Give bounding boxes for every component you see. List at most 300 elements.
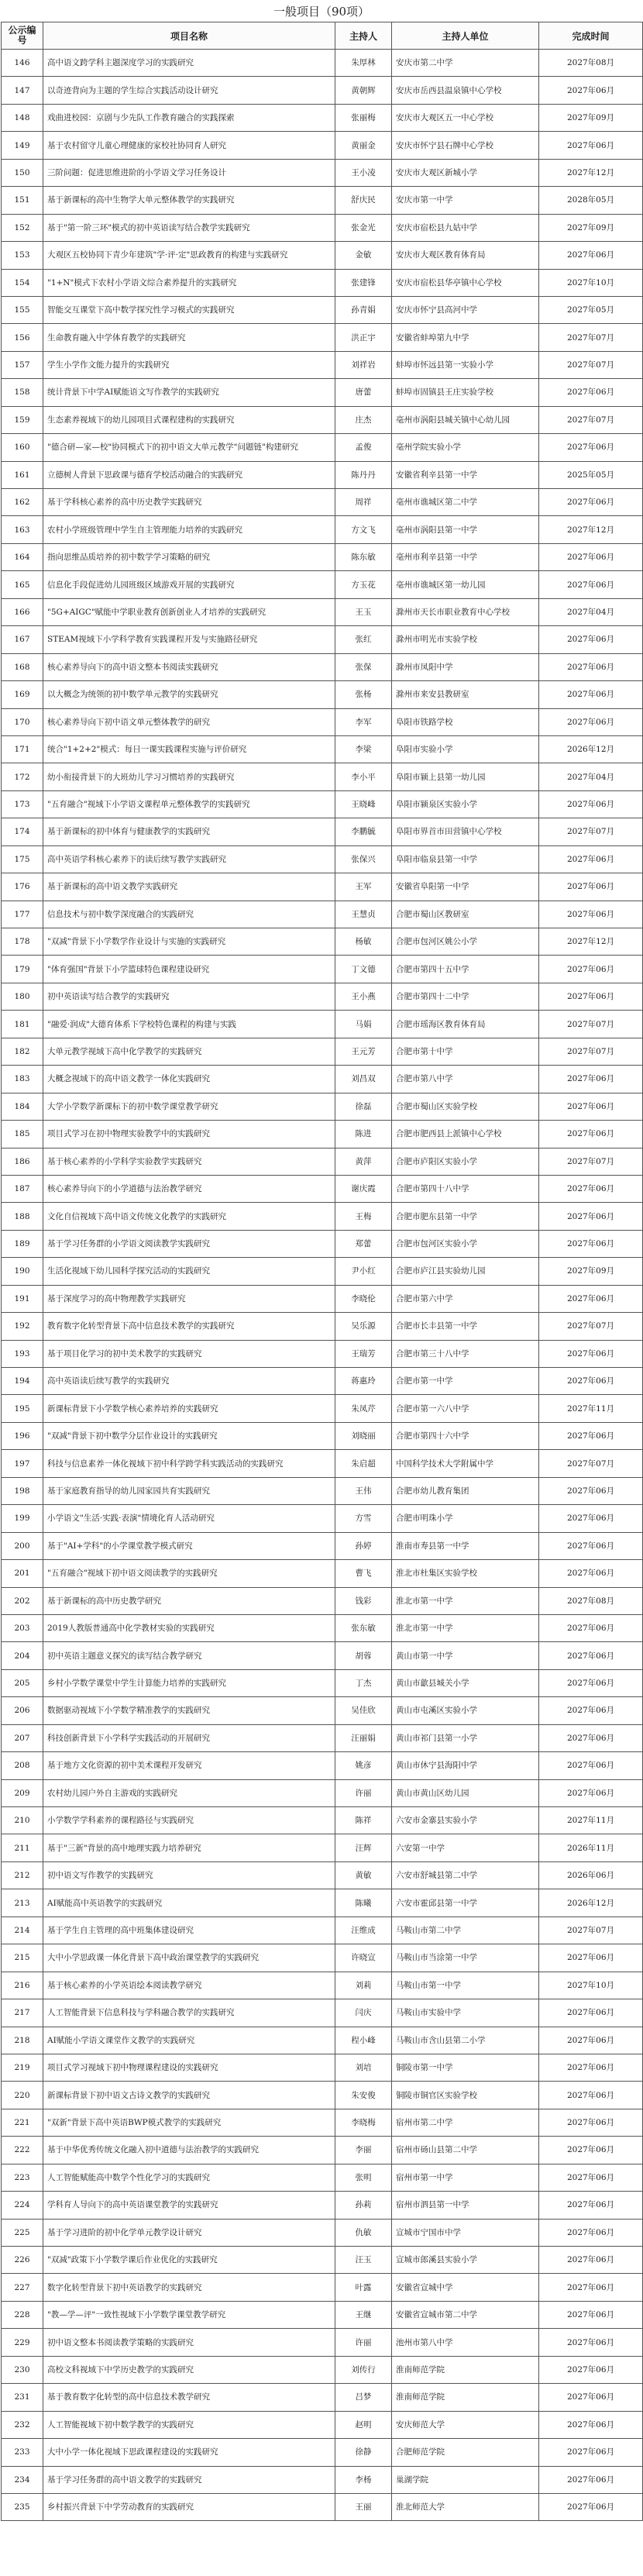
cell-unit: 滁州市明光市实验学校 [392, 626, 539, 653]
cell-number: 214 [2, 1917, 43, 1944]
cell-number: 147 [2, 77, 43, 104]
cell-project-name: 核心素养导向下初中语文单元整体教学的研究 [43, 708, 335, 735]
cell-project-name: 大概念视域下的高中语文教学一体化实践研究 [43, 1066, 335, 1093]
table-row [2, 2137, 643, 2164]
cell-unit: 合肥市肥东县第一中学 [392, 1203, 539, 1230]
cell-completion-time: 2027年07月 [539, 351, 643, 378]
table-row [2, 708, 643, 735]
cell-unit: 阜阳市界首市田营镇中心学校 [392, 818, 539, 845]
table-row [2, 1834, 643, 1861]
cell-number: 159 [2, 406, 43, 433]
table-row [2, 1368, 643, 1395]
cell-number: 187 [2, 1175, 43, 1202]
cell-completion-time: 2027年06月 [539, 1642, 643, 1669]
cell-project-name: "双新"背景下高中英语BWP模式教学的实践研究 [43, 2109, 335, 2136]
cell-number: 215 [2, 1944, 43, 1972]
table-row [2, 2219, 643, 2246]
cell-host: 张明 [335, 2164, 392, 2191]
cell-host: 孙青娟 [335, 296, 392, 323]
cell-host: 张金光 [335, 214, 392, 241]
cell-unit: 淮北市第一中学 [392, 1614, 539, 1641]
cell-number: 171 [2, 735, 43, 763]
cell-completion-time: 2027年06月 [539, 543, 643, 570]
cell-host: 周祥 [335, 489, 392, 516]
cell-host: 赵明 [335, 2411, 392, 2438]
cell-number: 202 [2, 1587, 43, 1614]
table-row [2, 1121, 643, 1148]
cell-completion-time: 2027年06月 [539, 1093, 643, 1120]
cell-host: 王伟 [335, 1477, 392, 1504]
cell-host: 尹小红 [335, 1258, 392, 1285]
cell-completion-time: 2027年07月 [539, 324, 643, 351]
cell-completion-time: 2027年11月 [539, 1807, 643, 1834]
cell-number: 157 [2, 351, 43, 378]
cell-number: 183 [2, 1066, 43, 1093]
cell-unit: 安徽省蚌埠第九中学 [392, 324, 539, 351]
table-row [2, 1697, 643, 1724]
cell-project-name: 信息化手段促进幼儿园班级区域游戏开展的实践研究 [43, 571, 335, 598]
table-row [2, 1642, 643, 1669]
cell-unit: 合肥市庐阳区实验小学 [392, 1148, 539, 1175]
cell-project-name: 基于核心素养的小学科学实验教学实践研究 [43, 1148, 335, 1175]
cell-unit: 合肥市第一六八中学 [392, 1395, 539, 1422]
cell-project-name: 以大概念为统领的初中数学单元教学的实践研究 [43, 681, 335, 708]
table-row [2, 434, 643, 461]
cell-number: 166 [2, 598, 43, 625]
cell-unit: 合肥市包河区姚公小学 [392, 928, 539, 956]
cell-number: 235 [2, 2493, 43, 2520]
table-row [2, 1587, 643, 1614]
cell-host: 孟俊 [335, 434, 392, 461]
table-row [2, 1148, 643, 1175]
cell-completion-time: 2027年06月 [539, 653, 643, 680]
table-row [2, 845, 643, 873]
table-row [2, 2493, 643, 2520]
cell-unit: 巢湖学院 [392, 2466, 539, 2493]
cell-number: 161 [2, 461, 43, 488]
section-title: 一般项目（90项） [273, 5, 370, 19]
cell-completion-time: 2027年06月 [539, 1999, 643, 2027]
cell-unit: 安庆市大观区五一中心学校 [392, 104, 539, 131]
cell-project-name: 农村小学班级管理中学生自主管理能力培养的实践研究 [43, 516, 335, 543]
cell-number: 169 [2, 681, 43, 708]
cell-completion-time: 2027年06月 [539, 1368, 643, 1395]
cell-project-name: 初中英语读写结合教学的实践研究 [43, 983, 335, 1010]
cell-project-name: 科技创新背景下小学科学实践活动的开展研究 [43, 1724, 335, 1751]
cell-number: 194 [2, 1368, 43, 1395]
cell-unit: 淮南市寿县第一中学 [392, 1532, 539, 1559]
cell-project-name: 基于核心素养的小学英语绘本阅读教学研究 [43, 1972, 335, 1999]
cell-host: 王军 [335, 873, 392, 901]
cell-host: 陈东敏 [335, 543, 392, 570]
cell-host: 王瑞芳 [335, 1340, 392, 1367]
cell-project-name: 大单元教学视域下高中化学教学的实践研究 [43, 1038, 335, 1065]
cell-host: 李鹏毓 [335, 818, 392, 845]
table-row [2, 2192, 643, 2219]
cell-project-name: 大观区五校协同下青少年建筑"学·评·定"思政教育的构建与实践研究 [43, 242, 335, 269]
cell-completion-time: 2027年06月 [539, 681, 643, 708]
cell-project-name: 智能交互课堂下高中数学探究性学习模式的实践研究 [43, 296, 335, 323]
cell-host: 张保 [335, 653, 392, 680]
cell-number: 233 [2, 2439, 43, 2466]
cell-number: 222 [2, 2137, 43, 2164]
cell-project-name: 人工智能背景下信息科技与学科融合教学的实践研究 [43, 1999, 335, 2027]
table-row [2, 2027, 643, 2054]
cell-completion-time: 2027年06月 [539, 1614, 643, 1641]
cell-project-name: 基于教育数字化转型的高中信息技术教学研究 [43, 2384, 335, 2411]
cell-project-name: 三阶问题：促进思维进阶的小学语文学习任务设计 [43, 159, 335, 186]
cell-host: 叶露 [335, 2274, 392, 2301]
cell-completion-time: 2027年06月 [539, 2466, 643, 2493]
cell-unit: 马鞍山市第二中学 [392, 1917, 539, 1944]
cell-project-name: 数据驱动视域下小学数学精准教学的实践研究 [43, 1697, 335, 1724]
cell-project-name: 高中英语学科核心素养下的读后续写教学实践研究 [43, 845, 335, 873]
cell-host: 李梁 [335, 735, 392, 763]
cell-project-name: 小学语文"生活·实践·表演"情境化育人活动研究 [43, 1505, 335, 1532]
cell-completion-time: 2027年06月 [539, 1477, 643, 1504]
cell-completion-time: 2027年05月 [539, 296, 643, 323]
cell-number: 185 [2, 1121, 43, 1148]
cell-number: 229 [2, 2329, 43, 2356]
cell-unit: 合肥市明珠小学 [392, 1505, 539, 1532]
cell-project-name: 幼小衔接背景下的大班幼儿学习习惯培养的实践研究 [43, 763, 335, 790]
cell-unit: 亳州市谯城区第一幼儿园 [392, 571, 539, 598]
col-header-number: 公示编号 [2, 22, 43, 50]
cell-host: 张杨 [335, 681, 392, 708]
table-row [2, 1724, 643, 1751]
table-row [2, 1505, 643, 1532]
cell-unit: 六安第一中学 [392, 1834, 539, 1861]
cell-host: 汪玉 [335, 2247, 392, 2274]
cell-unit: 安庆市怀宁县石牌中心学校 [392, 132, 539, 159]
cell-completion-time: 2027年06月 [539, 2329, 643, 2356]
table-row [2, 1889, 643, 1917]
cell-project-name: 乡村小学数学课堂中学生计算能力培养的实践研究 [43, 1669, 335, 1696]
cell-project-name: 基于学习任务群的高中语文教学的实践研究 [43, 2466, 335, 2493]
cell-project-name: 项目式学习在初中物理实验教学中的实践研究 [43, 1121, 335, 1148]
table-row [2, 104, 643, 131]
cell-host: 刘传行 [335, 2356, 392, 2383]
cell-project-name: 高中语文跨学科主题深度学习的实践研究 [43, 50, 335, 77]
cell-project-name: 统计背景下中学AI赋能语文写作教学的实践研究 [43, 379, 335, 406]
cell-project-name: 数字化转型背景下初中英语教学的实践研究 [43, 2274, 335, 2301]
cell-completion-time: 2027年12月 [539, 928, 643, 956]
cell-number: 160 [2, 434, 43, 461]
cell-host: 李杨 [335, 2466, 392, 2493]
cell-unit: 宣城市郎溪县实验小学 [392, 2247, 539, 2274]
cell-number: 206 [2, 1697, 43, 1724]
table-row [2, 1230, 643, 1257]
cell-host: 汪辉 [335, 1834, 392, 1861]
cell-host: 曹飞 [335, 1560, 392, 1587]
cell-completion-time: 2026年12月 [539, 735, 643, 763]
cell-host: 王小燕 [335, 983, 392, 1010]
cell-number: 172 [2, 763, 43, 790]
cell-project-name: 基于"AI+学科"的小学课堂教学模式研究 [43, 1532, 335, 1559]
cell-number: 212 [2, 1861, 43, 1889]
cell-completion-time: 2027年06月 [539, 708, 643, 735]
cell-unit: 阜阳市铁路学校 [392, 708, 539, 735]
table-row [2, 1038, 643, 1065]
cell-project-name: 初中语文整本书阅读教学策略的实践研究 [43, 2329, 335, 2356]
table-row [2, 296, 643, 323]
cell-unit: 安庆市怀宁县高河中学 [392, 296, 539, 323]
cell-host: 许丽 [335, 1779, 392, 1806]
cell-completion-time: 2027年06月 [539, 242, 643, 269]
cell-project-name: 统合"1+2+2"模式：每日一课实践课程实施与评价研究 [43, 735, 335, 763]
cell-number: 174 [2, 818, 43, 845]
cell-unit: 合肥市第八中学 [392, 1066, 539, 1093]
cell-host: 胡蓉 [335, 1642, 392, 1669]
table-row [2, 1477, 643, 1504]
table-row [2, 242, 643, 269]
cell-completion-time: 2027年06月 [539, 1779, 643, 1806]
cell-completion-time: 2027年06月 [539, 2109, 643, 2136]
cell-unit: 安庆市第一中学 [392, 187, 539, 214]
cell-unit: 黄山市歙县城关小学 [392, 1669, 539, 1696]
cell-host: 李小平 [335, 763, 392, 790]
cell-unit: 亳州学院实验小学 [392, 434, 539, 461]
table-row [2, 2274, 643, 2301]
table-row [2, 1313, 643, 1340]
cell-number: 150 [2, 159, 43, 186]
cell-number: 209 [2, 1779, 43, 1806]
cell-project-name: 基于学习进阶的初中化学单元教学设计研究 [43, 2219, 335, 2246]
cell-project-name: 生命教育融入中学体育教学的实践研究 [43, 324, 335, 351]
table-row [2, 1422, 643, 1449]
table-row [2, 159, 643, 186]
table-row [2, 2466, 643, 2493]
table-row [2, 818, 643, 845]
cell-host: 舒庆民 [335, 187, 392, 214]
cell-unit: 合肥市蜀山区实验学校 [392, 1093, 539, 1120]
cell-host: 吴佳欣 [335, 1697, 392, 1724]
cell-project-name: 基于新课标的初中体育与健康教学的实践研究 [43, 818, 335, 845]
table-row [2, 1450, 643, 1477]
cell-number: 193 [2, 1340, 43, 1367]
cell-completion-time: 2027年06月 [539, 2301, 643, 2328]
cell-number: 152 [2, 214, 43, 241]
table-row [2, 2109, 643, 2136]
cell-project-name: "五育融合"视域下初中语文阅读教学的实践研究 [43, 1560, 335, 1587]
table-row [2, 2054, 643, 2081]
cell-completion-time: 2027年06月 [539, 2054, 643, 2081]
table-row [2, 1917, 643, 1944]
cell-completion-time: 2027年09月 [539, 104, 643, 131]
table-row [2, 571, 643, 598]
cell-completion-time: 2027年06月 [539, 983, 643, 1010]
cell-project-name: 基于家庭教育指导的幼儿园家园共育实践研究 [43, 1477, 335, 1504]
table-row [2, 626, 643, 653]
cell-host: 郑蕾 [335, 1230, 392, 1257]
table-row [2, 763, 643, 790]
cell-project-name: 基于新课标的高中生物学大单元整体教学的实践研究 [43, 187, 335, 214]
cell-completion-time: 2027年06月 [539, 1560, 643, 1587]
cell-unit: 六安市霍邱县第一中学 [392, 1889, 539, 1917]
table-row [2, 1861, 643, 1889]
cell-number: 234 [2, 2466, 43, 2493]
cell-number: 164 [2, 543, 43, 570]
cell-number: 201 [2, 1560, 43, 1587]
cell-host: 洪正宇 [335, 324, 392, 351]
cell-host: 黄萍 [335, 1148, 392, 1175]
cell-number: 228 [2, 2301, 43, 2328]
cell-project-name: 基于学科核心素养的高中历史教学实践研究 [43, 489, 335, 516]
cell-unit: 蚌埠市固镇县王庄实验学校 [392, 379, 539, 406]
cell-completion-time: 2027年07月 [539, 406, 643, 433]
table-row [2, 543, 643, 570]
cell-host: 仇敏 [335, 2219, 392, 2246]
table-row [2, 77, 643, 104]
cell-host: 钱彩 [335, 1587, 392, 1614]
project-table [1, 22, 643, 2521]
table-row [2, 681, 643, 708]
table-row [2, 2384, 643, 2411]
cell-number: 200 [2, 1532, 43, 1559]
cell-number: 189 [2, 1230, 43, 1257]
cell-project-name: 学科育人导向下的高中英语课堂教学的实践研究 [43, 2192, 335, 2219]
cell-number: 224 [2, 2192, 43, 2219]
cell-project-name: 科技与信息素养一体化视域下初中科学跨学科实践活动的实践研究 [43, 1450, 335, 1477]
cell-number: 207 [2, 1724, 43, 1751]
cell-unit: 合肥市第四十八中学 [392, 1175, 539, 1202]
cell-project-name: 核心素养导向下的高中语文整本书阅读实践研究 [43, 653, 335, 680]
table-row [2, 928, 643, 956]
cell-number: 226 [2, 2247, 43, 2274]
cell-number: 216 [2, 1972, 43, 1999]
col-header-time: 完成时间 [539, 22, 643, 50]
cell-number: 167 [2, 626, 43, 653]
cell-completion-time: 2027年04月 [539, 763, 643, 790]
table-row [2, 1175, 643, 1202]
cell-completion-time: 2027年06月 [539, 2356, 643, 2383]
cell-project-name: 文化自信视域下高中语文传统文化教学的实践研究 [43, 1203, 335, 1230]
cell-number: 149 [2, 132, 43, 159]
cell-completion-time: 2027年06月 [539, 1203, 643, 1230]
cell-project-name: 初中语文写作教学的实践研究 [43, 1861, 335, 1889]
cell-completion-time: 2027年06月 [539, 956, 643, 983]
cell-host: 李丽 [335, 2137, 392, 2164]
cell-unit: 马鞍山市当涂第一中学 [392, 1944, 539, 1972]
cell-completion-time: 2027年11月 [539, 1395, 643, 1422]
cell-project-name: 核心素养导向下的小学道德与法治教学研究 [43, 1175, 335, 1202]
table-row [2, 489, 643, 516]
cell-project-name: AI赋能小学语文课堂作文教学的实践研究 [43, 2027, 335, 2054]
cell-host: 刘祥岩 [335, 351, 392, 378]
cell-completion-time: 2027年07月 [539, 1313, 643, 1340]
table-row [2, 1807, 643, 1834]
cell-number: 168 [2, 653, 43, 680]
cell-number: 177 [2, 901, 43, 928]
table-row [2, 461, 643, 488]
cell-number: 210 [2, 1807, 43, 1834]
cell-number: 231 [2, 2384, 43, 2411]
cell-number: 232 [2, 2411, 43, 2438]
cell-unit: 滁州市天长市职业教育中心学校 [392, 598, 539, 625]
cell-completion-time: 2027年09月 [539, 1258, 643, 1285]
table-header-row [2, 22, 643, 50]
cell-number: 156 [2, 324, 43, 351]
cell-number: 204 [2, 1642, 43, 1669]
cell-number: 230 [2, 2356, 43, 2383]
cell-unit: 合肥市肥西县上派镇中心学校 [392, 1121, 539, 1148]
cell-unit: 合肥市长丰县第一中学 [392, 1313, 539, 1340]
cell-completion-time: 2027年06月 [539, 1752, 643, 1779]
cell-number: 153 [2, 242, 43, 269]
cell-host: 方文飞 [335, 516, 392, 543]
table-row [2, 516, 643, 543]
cell-completion-time: 2027年07月 [539, 1917, 643, 1944]
table-row [2, 2082, 643, 2109]
cell-host: 王元芳 [335, 1038, 392, 1065]
cell-unit: 合肥市庐江县实验幼儿园 [392, 1258, 539, 1285]
cell-host: 刘培 [335, 2054, 392, 2081]
cell-project-name: "体育强国"背景下小学篮球特色课程建设研究 [43, 956, 335, 983]
cell-number: 227 [2, 2274, 43, 2301]
cell-unit: 宿州市第二中学 [392, 2109, 539, 2136]
cell-unit: 蚌埠市怀远县第一实验小学 [392, 351, 539, 378]
table-row [2, 1614, 643, 1641]
cell-project-name: 2019人教版普通高中化学教材实验的实践研究 [43, 1614, 335, 1641]
cell-unit: 安庆市宿松县华亭镇中心学校 [392, 269, 539, 296]
table-row [2, 2411, 643, 2438]
cell-completion-time: 2027年10月 [539, 269, 643, 296]
cell-host: 王慧贞 [335, 901, 392, 928]
cell-completion-time: 2027年06月 [539, 2493, 643, 2520]
table-row [2, 790, 643, 818]
cell-number: 196 [2, 1422, 43, 1449]
table-row [2, 1203, 643, 1230]
cell-number: 155 [2, 296, 43, 323]
cell-host: 徐静 [335, 2439, 392, 2466]
cell-unit: 合肥市第六中学 [392, 1285, 539, 1312]
cell-unit: 六安市金寨县实验小学 [392, 1807, 539, 1834]
cell-project-name: 基于学生自主管理的高中班集体建设研究 [43, 1917, 335, 1944]
col-header-unit: 主持人单位 [392, 22, 539, 50]
cell-unit: 淮南师范学院 [392, 2356, 539, 2383]
table-row [2, 1093, 643, 1120]
table-row [2, 2329, 643, 2356]
cell-unit: 安徽省宣城中学 [392, 2274, 539, 2301]
cell-number: 175 [2, 845, 43, 873]
cell-number: 163 [2, 516, 43, 543]
table-row [2, 901, 643, 928]
cell-project-name: 基于"三新"背景的高中地理实践力培养研究 [43, 1834, 335, 1861]
cell-host: 汪丽娟 [335, 1724, 392, 1751]
cell-completion-time: 2026年06月 [539, 1861, 643, 1889]
cell-host: 姚彦 [335, 1752, 392, 1779]
cell-project-name: 乡村振兴背景下中学劳动教育的实践研究 [43, 2493, 335, 2520]
table-row [2, 735, 643, 763]
cell-unit: 亳州市涡阳县城关镇中心幼儿园 [392, 406, 539, 433]
cell-number: 154 [2, 269, 43, 296]
col-header-host: 主持人 [335, 22, 392, 50]
cell-host: 许丽 [335, 2329, 392, 2356]
cell-host: 张东敏 [335, 1614, 392, 1641]
cell-host: 王继 [335, 2301, 392, 2328]
cell-completion-time: 2027年06月 [539, 2439, 643, 2466]
cell-number: 180 [2, 983, 43, 1010]
cell-number: 225 [2, 2219, 43, 2246]
cell-unit: 黄山市休宁县海阳中学 [392, 1752, 539, 1779]
cell-completion-time: 2027年06月 [539, 2137, 643, 2164]
cell-project-name: AI赋能高中英语教学的实践研究 [43, 1889, 335, 1917]
cell-unit: 铜陵市铜官区实验学校 [392, 2082, 539, 2109]
cell-project-name: 基于项目化学习的初中美术教学的实践研究 [43, 1340, 335, 1367]
cell-host: 朱厚林 [335, 50, 392, 77]
cell-completion-time: 2027年06月 [539, 1669, 643, 1696]
table-row [2, 2301, 643, 2328]
